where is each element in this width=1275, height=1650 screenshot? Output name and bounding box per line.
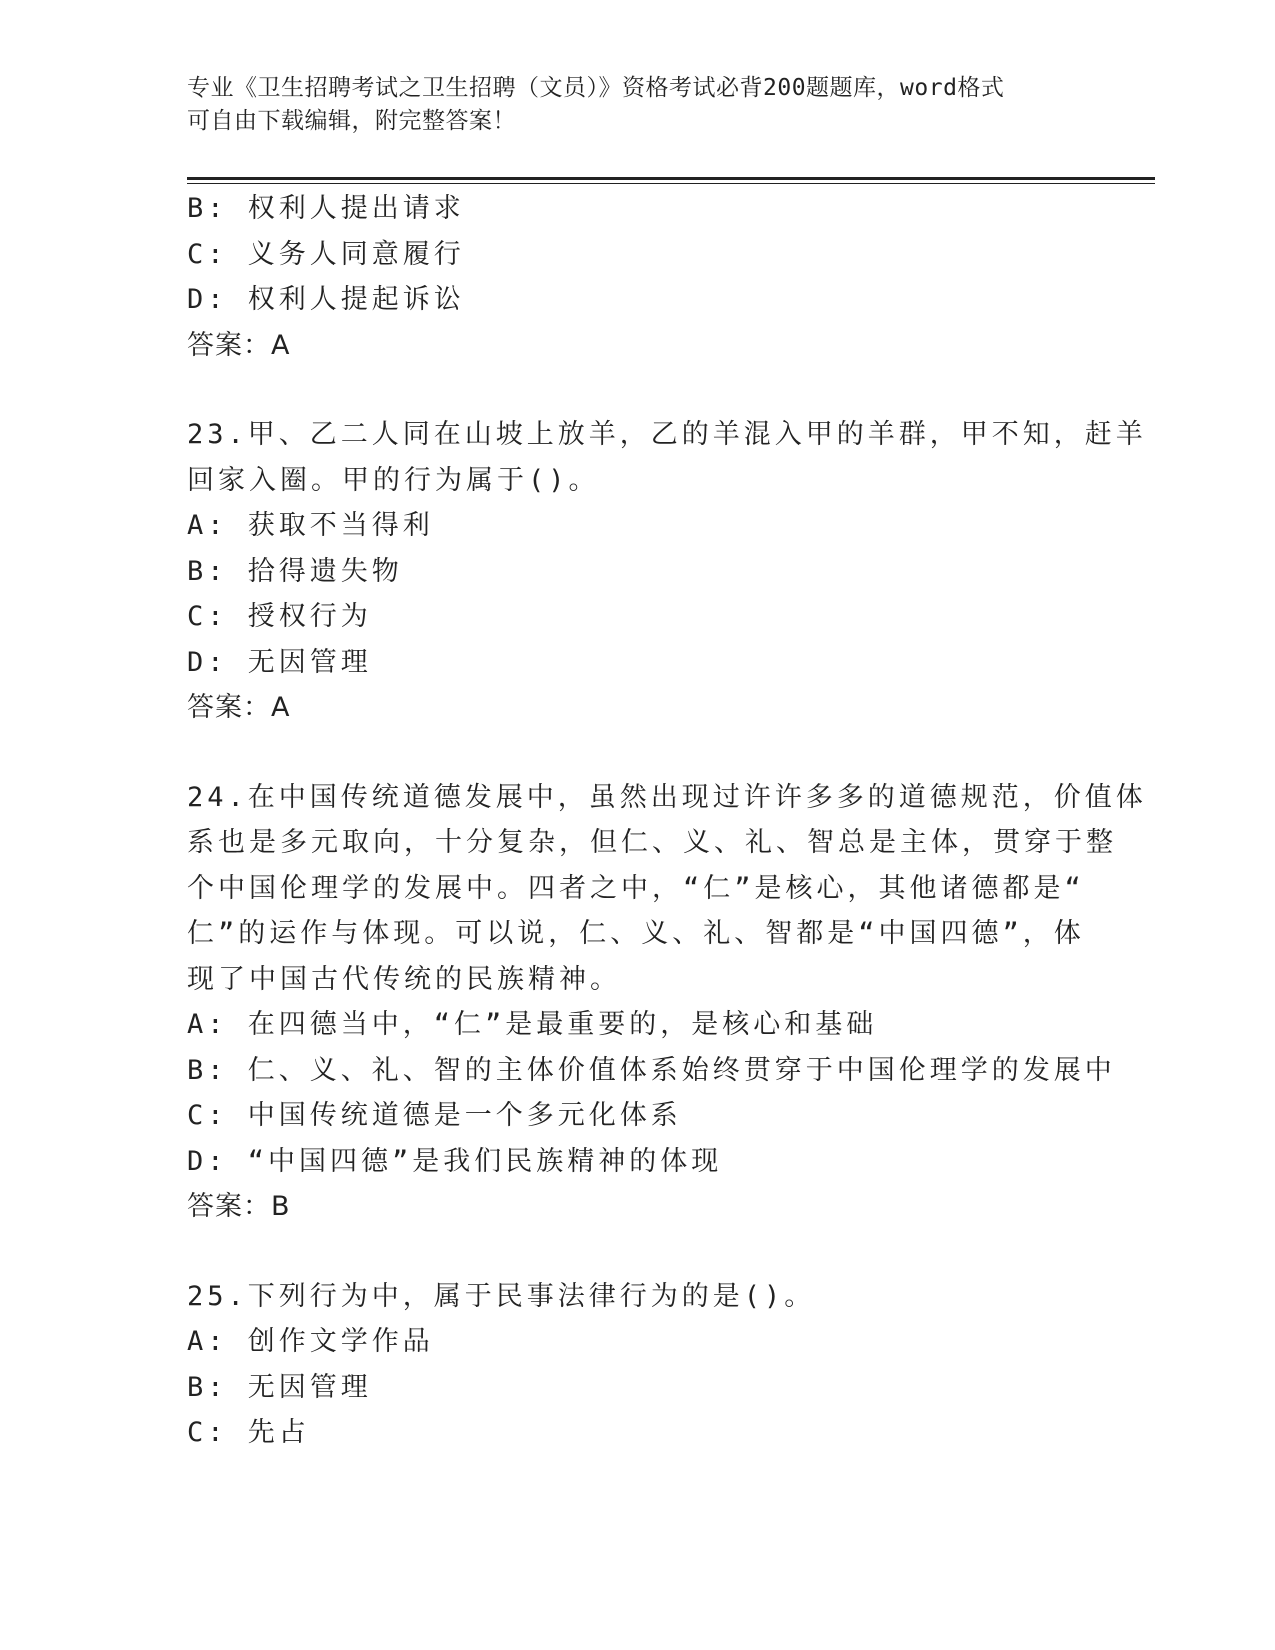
question-stem: 23.甲、乙二人同在山坡上放羊，乙的羊混入甲的羊群，甲不知，赶羊 <box>187 419 1147 450</box>
spacer <box>187 368 1087 412</box>
option-b: B: 拾得遗失物 <box>187 555 403 587</box>
option-c: C: 中国传统道德是一个多元化体系 <box>187 1100 682 1131</box>
answer: 答案：B <box>187 1191 291 1222</box>
answer: 答案：A <box>187 329 291 361</box>
question-stem: 25.下列行为中，属于民事法律行为的是()。 <box>187 1280 816 1312</box>
option-d: D: 权利人提起诉讼 <box>187 284 465 315</box>
option-b: B: 仁、义、礼、智的主体价值体系始终贯穿于中国伦理学的发展中 <box>187 1054 1116 1086</box>
question-stem: 回家入圈。甲的行为属于()。 <box>187 464 600 496</box>
question-stem: 现了中国古代传统的民族精神。 <box>187 963 621 995</box>
option-a: A: 创作文学作品 <box>187 1326 434 1357</box>
spacer <box>187 731 1087 775</box>
question-stem: 个中国伦理学的发展中。四者之中，“仁”是核心，其他诸德都是“ <box>187 872 1085 904</box>
answer: 答案：A <box>187 692 291 723</box>
question-stem: 系也是多元取向，十分复杂，但仁、义、礼、智总是主体，贯穿于整 <box>187 827 1117 858</box>
question-stem: 24.在中国传统道德发展中，虽然出现过许许多多的道德规范，价值体 <box>187 781 1147 813</box>
question-25 <box>187 1274 1087 1456</box>
question-23 <box>187 412 1147 731</box>
option-d: D: 无因管理 <box>187 646 372 678</box>
option-b: B: 无因管理 <box>187 1371 372 1403</box>
header-rule-thick <box>187 177 1155 180</box>
header-line-1: 专业《卫生招聘考试之卫生招聘（文员）》资格考试必背200题题库，word格式 <box>187 75 1005 101</box>
option-a: A: 获取不当得利 <box>187 510 434 541</box>
document-body <box>187 186 1147 1456</box>
question-22 <box>187 186 1087 368</box>
header-rule-thin <box>187 183 1155 184</box>
header-line-2: 可自由下载编辑，附完整答案！ <box>187 108 516 134</box>
spacer <box>187 1230 1087 1274</box>
option-c: C: 义务人同意履行 <box>187 238 465 270</box>
question-stem: 仁”的运作与体现。可以说，仁、义、礼、智都是“中国四德”，体 <box>187 918 1085 949</box>
option-d: D: “中国四德”是我们民族精神的体现 <box>187 1145 723 1177</box>
option-c: C: 授权行为 <box>187 601 372 632</box>
option-b: B: 权利人提出请求 <box>187 193 465 224</box>
option-c: C: 先占 <box>187 1417 310 1448</box>
document-header <box>187 72 1067 138</box>
question-24 <box>187 775 1147 1230</box>
option-a: A: 在四德当中，“仁”是最重要的，是核心和基础 <box>187 1009 878 1040</box>
